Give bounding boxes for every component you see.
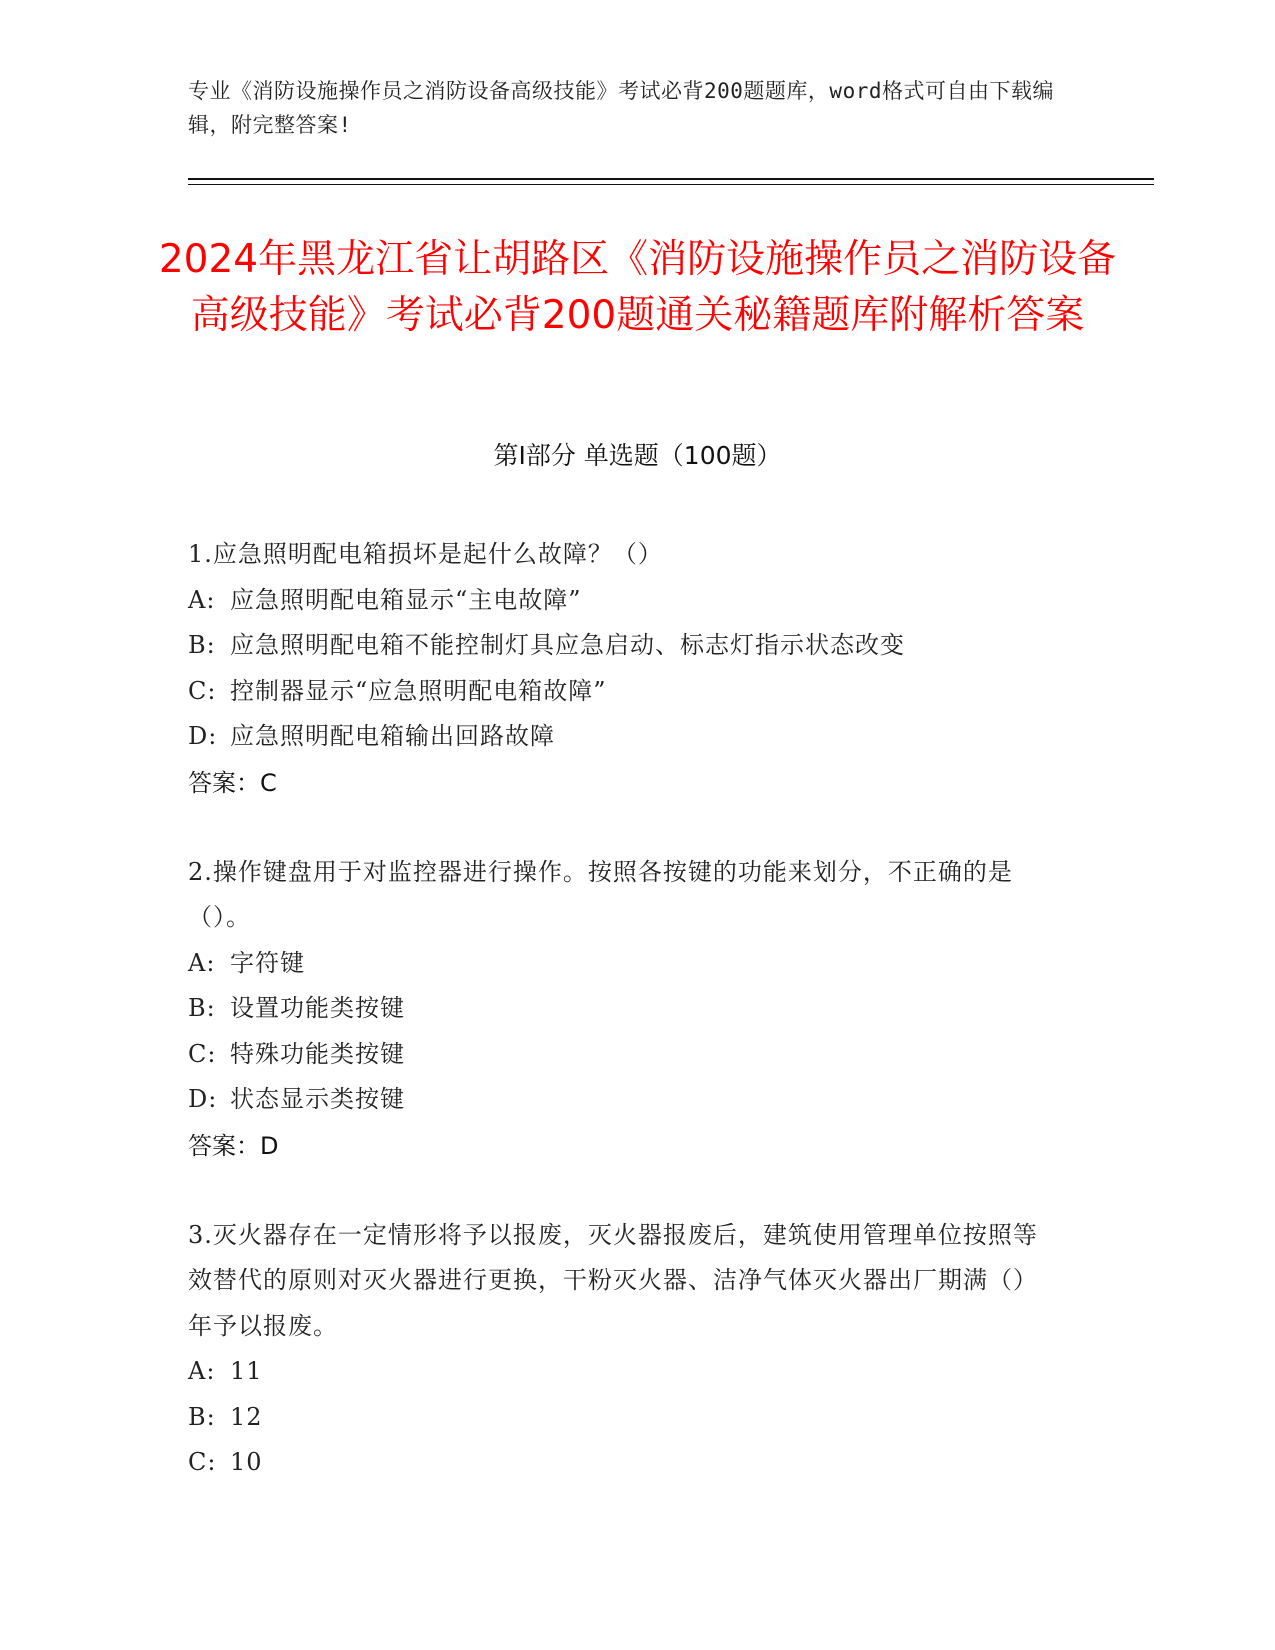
- question-3: [188, 1213, 1058, 1486]
- question-list: [188, 532, 1058, 1530]
- option-letter: A:: [188, 1357, 216, 1385]
- section-title: 第Ⅰ部分 单选题（100题）: [493, 441, 782, 470]
- question-stem: 3.灭火器存在一定情形将予以报废，灭火器报废后，建筑使用管理单位按照等效替代的原则对灭火器进行更换，干粉灭火器、洁净气体灭火器出厂期满（）年予以报废。: [188, 1220, 1038, 1340]
- option-letter: B:: [188, 631, 216, 659]
- option-text: 状态显示类按键: [230, 1085, 405, 1113]
- option-text: 设置功能类按键: [230, 994, 405, 1022]
- option-letter: D:: [188, 722, 218, 750]
- question-stem: 2.操作键盘用于对监控器进行操作。按照各按键的功能来划分，不正确的是（）。: [188, 857, 1013, 931]
- option-b: [188, 1395, 1058, 1441]
- option-letter: A:: [188, 585, 216, 614]
- option-text: 应急照明配电箱显示“主电故障”: [230, 585, 582, 614]
- option-text: 应急照明配电箱不能控制灯具应急启动、标志灯指示状态改变: [230, 631, 905, 659]
- option-letter: C:: [188, 676, 217, 705]
- question-1: [188, 532, 1058, 806]
- option-d: [188, 714, 1058, 760]
- option-letter: C:: [188, 1039, 217, 1068]
- option-a: [188, 1349, 1058, 1395]
- option-text: 12: [230, 1402, 263, 1431]
- option-a: [188, 578, 1058, 624]
- option-text: 10: [230, 1448, 263, 1476]
- answer-line: 答案：C: [188, 768, 277, 797]
- option-text: 控制器显示“应急照明配电箱故障”: [230, 676, 607, 705]
- question-stem: 1.应急照明配电箱损坏是起什么故障？（）: [188, 540, 663, 568]
- option-b: [188, 623, 1058, 669]
- option-letter: B:: [188, 1402, 216, 1431]
- option-letter: C:: [188, 1448, 217, 1476]
- answer-line: 答案：D: [188, 1131, 279, 1160]
- header-divider-thick: [188, 178, 1154, 180]
- option-text: 11: [230, 1357, 263, 1385]
- header-note: 专业《消防设施操作员之消防设备高级技能》考试必背200题题库，word格式可自由下载编辑，附完整答案!: [188, 79, 1054, 137]
- option-d: [188, 1077, 1058, 1123]
- header-divider-thin: [188, 184, 1154, 185]
- question-2: [188, 850, 1058, 1169]
- option-b: [188, 986, 1058, 1032]
- option-text: 应急照明配电箱输出回路故障: [230, 722, 555, 750]
- option-letter: D:: [188, 1085, 218, 1113]
- document-title: 2024年黑龙江省让胡路区《消防设施操作员之消防设备高级技能》考试必背200题通关秘籍题库附解析答案: [158, 237, 1117, 338]
- option-letter: A:: [188, 948, 216, 977]
- option-c: [188, 1440, 1058, 1486]
- option-c: [188, 669, 1058, 715]
- option-letter: B:: [188, 994, 216, 1022]
- option-text: 特殊功能类按键: [230, 1039, 405, 1068]
- option-c: [188, 1032, 1058, 1078]
- option-a: [188, 941, 1058, 987]
- option-text: 字符键: [230, 948, 305, 977]
